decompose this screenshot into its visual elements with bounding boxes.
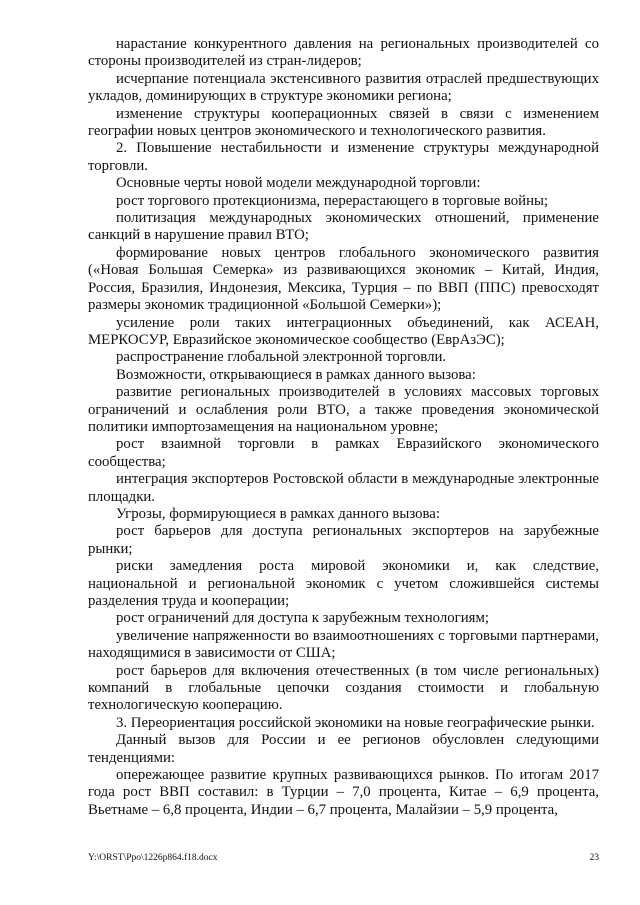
paragraph: исчерпание потенциала экстенсивного развития отраслей предшествующих укладов, доминирующих в структуре экономики региона;: [88, 70, 599, 105]
paragraph: развитие региональных производителей в условиях массовых торговых ограничений и ослабления роли ВТО, а также проведения экономической политики импортозамещения на национальном уровне;: [88, 384, 599, 435]
paragraph: Основные черты новой модели международной торговли:: [116, 175, 481, 192]
page-number: 23: [589, 853, 599, 863]
footer-file-path: Y:\ORST\Ppo\1226p864.f18.docx: [88, 853, 218, 863]
section-heading: 2. Повышение нестабильности и изменение структуры международной торговли.: [88, 140, 599, 174]
paragraph: Возможности, открывающиеся в рамках данного вызова:: [116, 366, 476, 383]
paragraph: опережающее развитие крупных развивающихся рынков. По итогам 2017 года рост ВВП составил: в Турции – 7,0 процента, Китае – 6,9 процента, Вьетнаме – 6,8 процента, Индии – 6,7 процента, Малайзии – 5,9 процента,: [88, 767, 599, 818]
paragraph: интеграция экспортеров Ростовской области в международные электронные площадки.: [88, 471, 599, 505]
paragraph: рост торгового протекционизма, перерастающего в торговые войны;: [116, 192, 549, 209]
paragraph: нарастание конкурентного давления на региональных производителей со стороны производителей из стран-лидеров;: [88, 36, 599, 70]
paragraph: рост барьеров для доступа региональных экспортеров на зарубежные рынки;: [88, 523, 599, 557]
body-text: [88, 36, 599, 819]
paragraph: рост взаимной торговли в рамках Евразийского экономического сообщества;: [88, 436, 599, 470]
paragraph: политизация международных экономических отношений, применение санкций в нарушение правил ВТО;: [88, 210, 599, 244]
paragraph: риски замедления роста мировой экономики и, как следствие, национальной и региональной экономик с учетом сложившейся системы разделения труда и кооперации;: [88, 558, 599, 609]
paragraph: увеличение напряженности во взаимоотношениях с торговыми партнерами, находящимися в зависимости от США;: [88, 627, 599, 662]
section-heading: 3. Переориентация российской экономики на новые географические рынки.: [116, 714, 595, 731]
paragraph: изменение структуры кооперационных связей в связи с изменением географии новых центров экономического и технологического развития.: [88, 105, 599, 140]
paragraph: усиление роли таких интеграционных объединений, как АСЕАН, МЕРКОСУР, Евразийское экономическое сообщество (ЕврАзЭС);: [88, 314, 599, 348]
paragraph: рост барьеров для включения отечественных (в том числе региональных) компаний в глобальные цепочки создания стоимости и глобальную технологическую кооперацию.: [88, 662, 599, 714]
paragraph: Данный вызов для России и ее регионов обусловлен следующими тенденциями:: [88, 732, 599, 766]
paragraph: распространение глобальной электронной торговли.: [116, 349, 447, 366]
paragraph: рост ограничений для доступа к зарубежным технологиям;: [116, 610, 489, 627]
paragraph: Угрозы, формирующиеся в рамках данного вызова:: [116, 505, 440, 522]
paragraph: формирование новых центров глобального экономического развития («Новая Большая Семерка» из развивающихся экономик – Китай, Индия, Россия, Бразилия, Индонезия, Мексика, Турция – по ВВП (ППС) превосходят размеры экономик традиционной «Большой Семерки»);: [88, 244, 599, 314]
